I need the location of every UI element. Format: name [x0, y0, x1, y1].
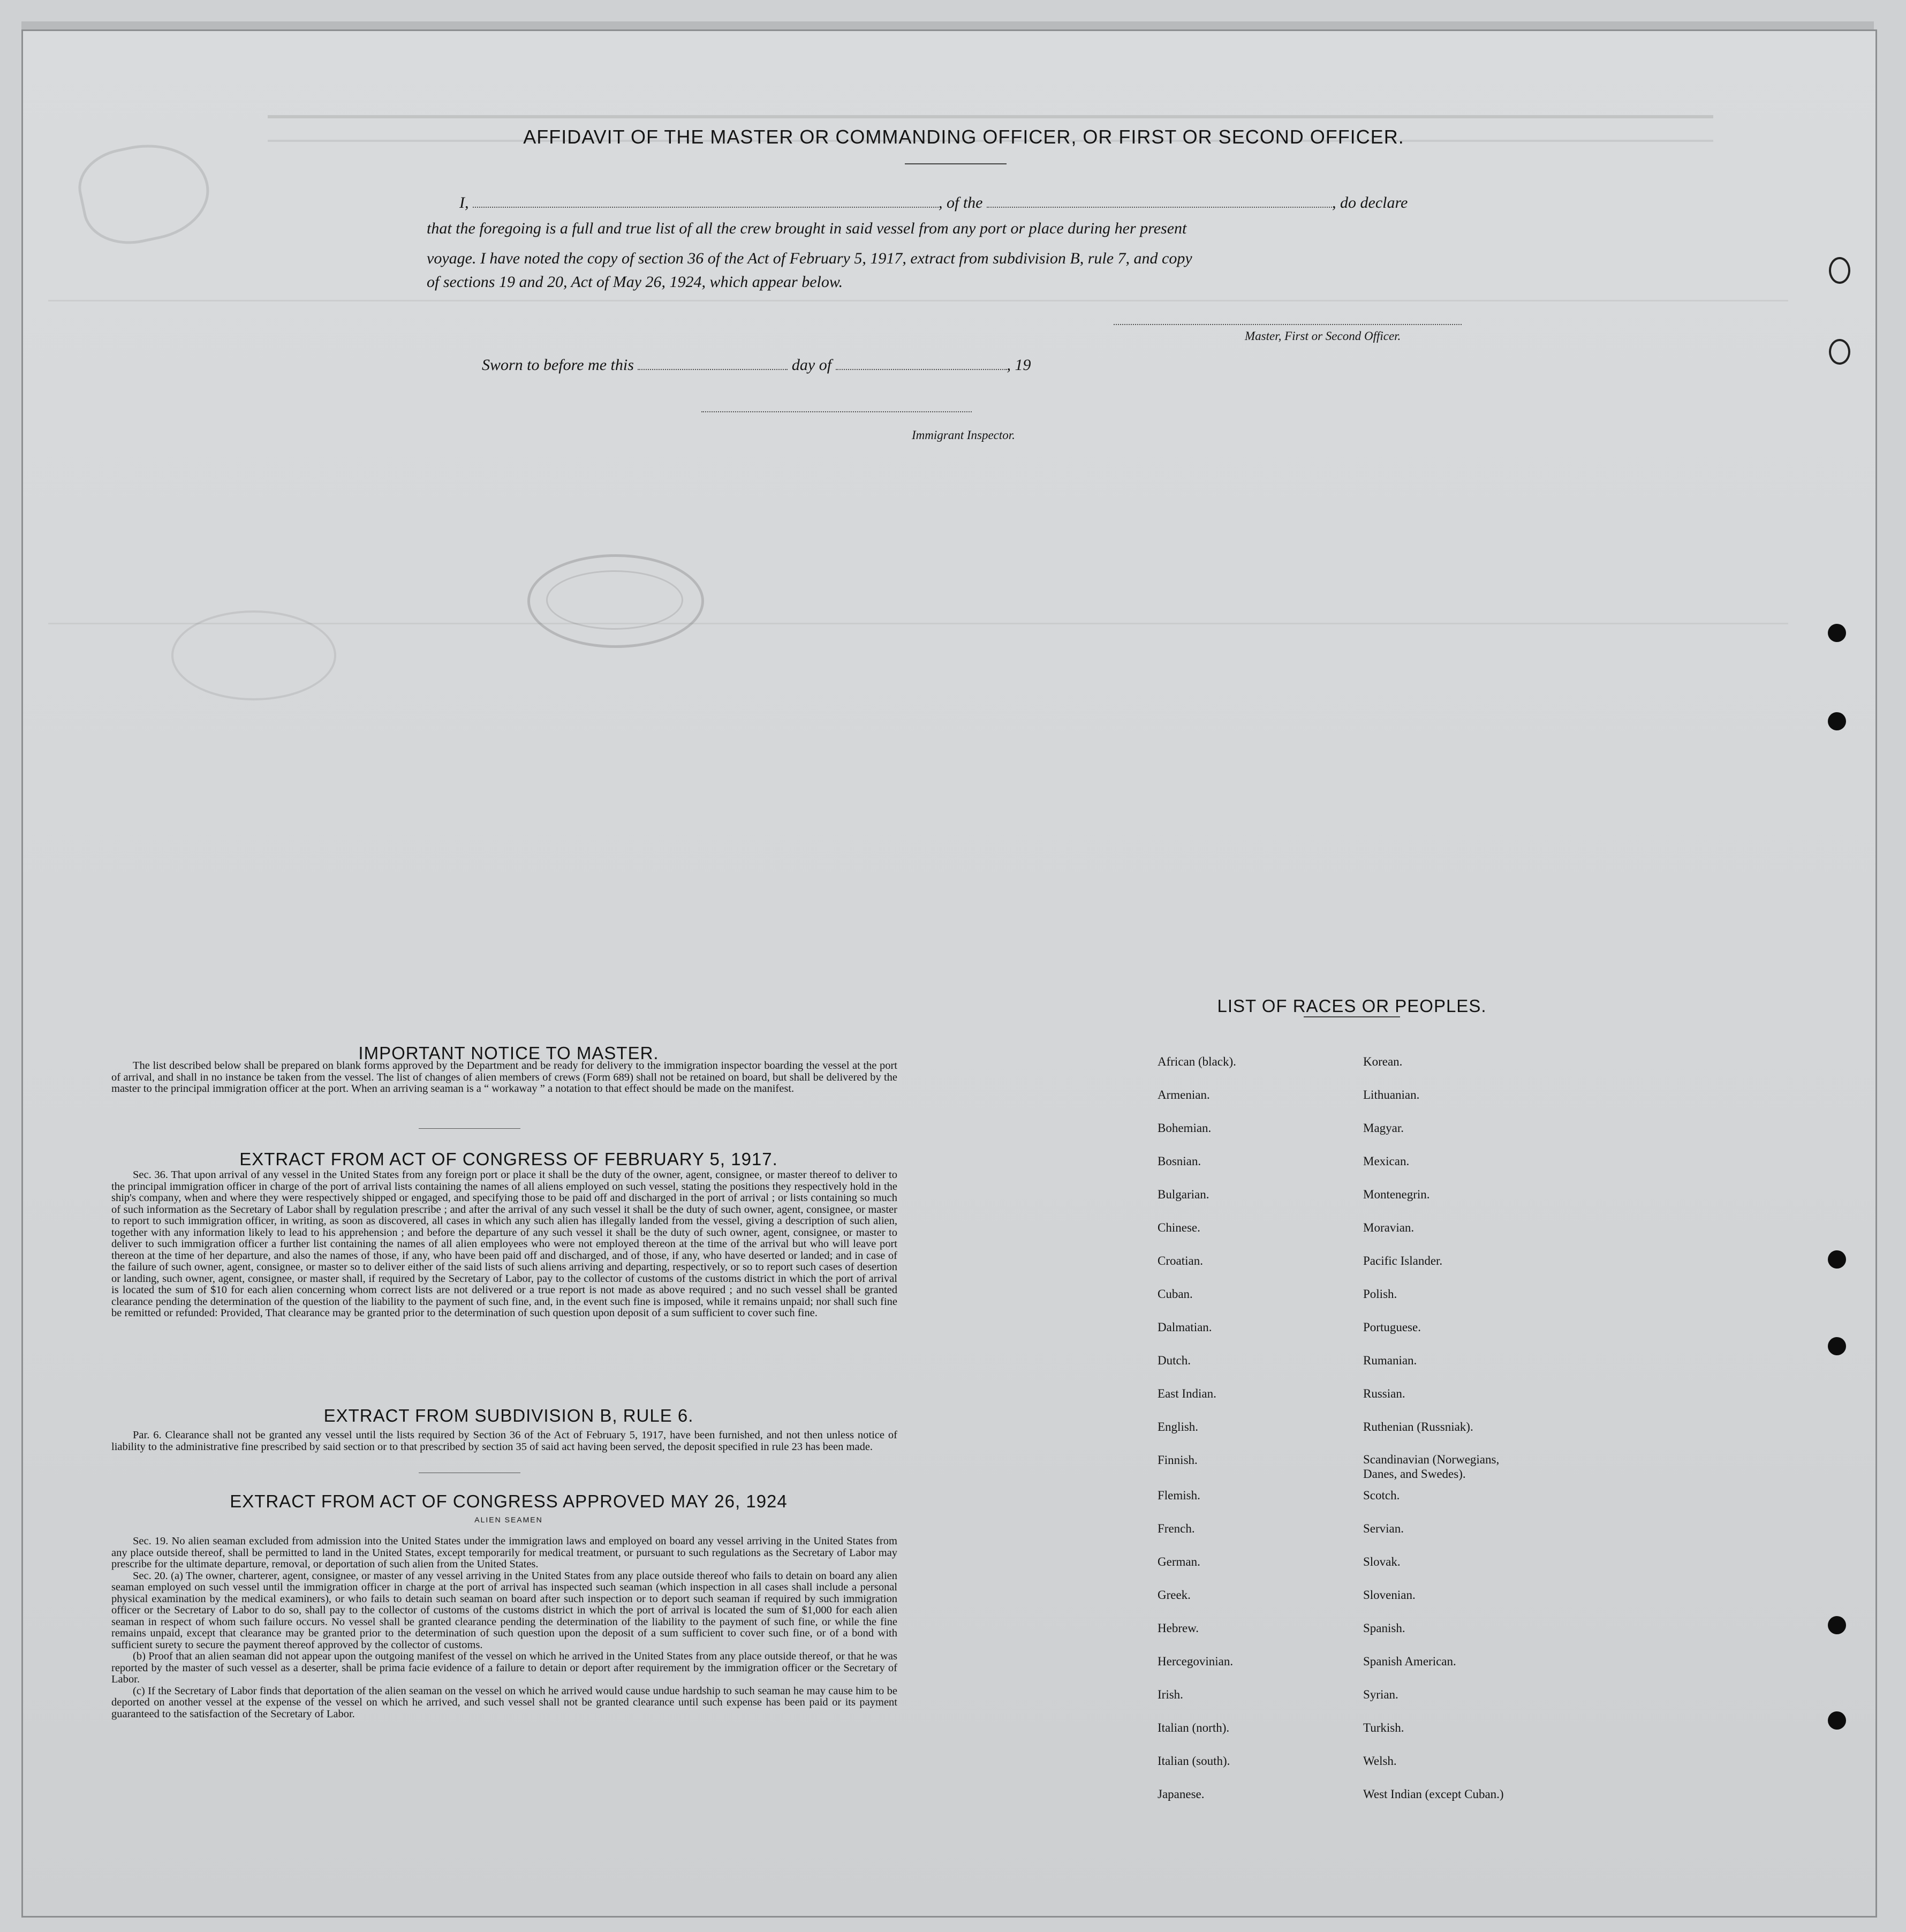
notice-title: IMPORTANT NOTICE TO MASTER.: [358, 1043, 659, 1063]
sec-20a-text: Sec. 20. (a) The owner, charterer, agent, consignee, or master of any vessel arriving in the United States from any place outside thereof who fails to detain on board any alien seaman employed on such vessel until the immigration officer in charge at the port of arrival has inspected such seaman (which inspection in all cases shall include a personal physical examination by the medical examiners), or who fails to detain such seaman on board after such inspection or to deport such seaman if required by such immigration officer or the Secretary of Labor to do so, shall pay to the collector of customs of the customs district in which the port of arrival is located the sum of $1,000 for each alien seaman in respect of whom such failure occurs. No vessel shall be granted clearance pending the determination of the liability to the payment of such fine, or while the fine remains unpaid, except that clearance may be granted prior to the determination of such question upon the deposit of a sum sufficient to cover such fine, or of a bond with sufficient surety to secure the payment thereof approved by the collector of customs.: [111, 1569, 897, 1651]
bleed-through-grid: [48, 300, 1788, 624]
race-item: Scotch.: [1363, 1489, 1400, 1502]
race-item: African (black).: [1158, 1055, 1236, 1068]
binder-hole: [1828, 624, 1846, 642]
race-item: Hercegovinian.: [1158, 1655, 1234, 1668]
vessel-blank: [987, 207, 1332, 208]
race-item: Flemish.: [1158, 1489, 1200, 1502]
race-item: East Indian.: [1158, 1387, 1216, 1400]
race-item: West Indian (except Cuban.): [1363, 1787, 1504, 1801]
race-item: Italian (south).: [1158, 1754, 1230, 1768]
race-item: Magyar.: [1363, 1121, 1404, 1135]
race-item: Japanese.: [1158, 1787, 1205, 1801]
race-item: Syrian.: [1363, 1688, 1398, 1701]
affidavit-of-the: , of the: [939, 194, 983, 212]
sworn-year: , 19: [1007, 356, 1031, 374]
races-left-column: [1158, 1054, 1350, 1820]
race-item: Korean.: [1363, 1055, 1403, 1068]
rule-6-title: EXTRACT FROM SUBDIVISION B, RULE 6.: [323, 1406, 694, 1425]
faded-stamp-inner: [546, 570, 683, 630]
race-item: Italian (north).: [1158, 1721, 1230, 1734]
race-item: Croatian.: [1158, 1254, 1203, 1267]
binder-hole: [1829, 339, 1850, 365]
race-item: Mexican.: [1363, 1154, 1410, 1168]
faded-stamp-2: [171, 610, 336, 700]
race-item: Scandinavian (Norwegians, Danes, and Swedes).: [1363, 1453, 1500, 1481]
master-label: Master, First or Second Officer.: [1245, 329, 1401, 343]
race-item: German.: [1158, 1555, 1200, 1568]
affidavit-line4: of sections 19 and 20, Act of May 26, 1924, which appear below.: [427, 273, 843, 291]
race-item: Lithuanian.: [1363, 1088, 1420, 1101]
race-item: Dutch.: [1158, 1354, 1191, 1367]
sec-20c-text: (c) If the Secretary of Labor finds that deportation of the alien seaman on the vessel on which he arrived would cause undue hardship to such seaman he may cause him to be deported on another vessel at the expense of the vessel on which he arrived, and such vessel shall not be granted clearance until such expense has been paid or its payment guaranteed to the satisfaction of the Secretary of Labor.: [111, 1685, 897, 1720]
binder-hole: [1829, 257, 1850, 284]
race-item: Greek.: [1158, 1588, 1191, 1602]
race-item: Russian.: [1363, 1387, 1405, 1400]
race-item: Hebrew.: [1158, 1621, 1199, 1635]
binder-hole: [1828, 1250, 1846, 1269]
sec-36-text: Sec. 36. That upon arrival of any vessel in the United States from any foreign port or place it shall be the duty of the owner, agent, consignee, or master thereof to deliver to the principal immigration officer in charge of the port of arrival lists containing the names of all aliens employed on such vessel, stating the positions they respectively hold in the ship's company, when and where they were respectively shipped or engaged, and specifying those to be paid off and discharged in the port of arrival ; or lists containing so much of such information as the Secretary of Labor shall by regulation prescribe ; and after the arrival of any such vessel it shall be the duty of such owner, agent, consignee, or master to report to such immigration officer, in writing, as soon as discovered, all cases in which any such alien has illegally landed from the vessel, giving a description of such alien, together with any information likely to lead to his apprehension ; and before the departure of any such vessel it shall be the duty of such owner, agent, consignee, or master to deliver to such immigration officer a further list containing the names of all alien employees who were not employed thereon at the time of the arrival but who will leave port thereon at the time of her departure, and also the names of those, if any, who have been paid off and discharged, and of those, if any, who have deserted or landed; and in case of the failure of such owner, agent, consignee, or master so to deliver either of the said lists of such aliens arriving and departing, respectively, or so to report such cases of desertion or landing, such owner, agent, consignee, or master shall, if required by the Secretary of Labor, pay to the collector of customs of the customs district in which the port of arrival is located the sum of $10 for each alien concerning whom correct lists are not delivered or a true report is not made as above required ; and no such vessel shall be granted clearance pending the determination of the question of the liability to the payment of such fine, and, in the event such fine is imposed, while it remains unpaid; nor shall such fine be remitted or refunded: Provided, That clearance may be granted prior to the determination of such question upon deposit of a sum sufficient to cover such fine.: [111, 1169, 897, 1319]
binder-hole: [1828, 1616, 1846, 1634]
race-item: Welsh.: [1363, 1754, 1397, 1768]
races-right-column: [1363, 1054, 1545, 1820]
inspector-signature-line: [701, 411, 972, 412]
affidavit-title-rule: [905, 163, 1007, 164]
race-item: Rumanian.: [1363, 1354, 1417, 1367]
race-item: Slovak.: [1363, 1555, 1401, 1568]
race-item: Bulgarian.: [1158, 1188, 1209, 1201]
race-item: French.: [1158, 1522, 1195, 1535]
race-item: Spanish.: [1363, 1621, 1405, 1635]
race-item: Montenegrin.: [1363, 1188, 1430, 1201]
name-blank: [473, 207, 939, 208]
inspector-label: Immigrant Inspector.: [912, 428, 1015, 442]
sworn-day-blank: [638, 369, 788, 370]
binder-hole: [1828, 712, 1846, 730]
race-item: Cuban.: [1158, 1287, 1193, 1301]
affidavit-i: I,: [459, 194, 469, 212]
races-title-rule: [1304, 1016, 1400, 1017]
race-item: Servian.: [1363, 1522, 1404, 1535]
race-item: Bohemian.: [1158, 1121, 1212, 1135]
race-item: Chinese.: [1158, 1221, 1200, 1234]
master-signature-line: [1114, 324, 1462, 325]
binder-hole: [1828, 1711, 1846, 1730]
affidavit-declare: , do declare: [1332, 194, 1408, 212]
race-item: English.: [1158, 1420, 1199, 1433]
race-item: Dalmatian.: [1158, 1320, 1212, 1334]
race-item: Armenian.: [1158, 1088, 1210, 1101]
race-item: Moravian.: [1363, 1221, 1415, 1234]
race-item: Ruthenian (Russniak).: [1363, 1420, 1473, 1433]
affidavit-title: AFFIDAVIT OF THE MASTER OR COMMANDING OFFICER, OR FIRST OR SECOND OFFICER.: [523, 126, 1404, 148]
sworn-line: [482, 356, 1031, 374]
affidavit-line3: voyage. I have noted the copy of section 36 of the Act of February 5, 1917, extract from subdivision B, rule 7, and copy: [427, 250, 1192, 267]
notice-body: [111, 1060, 897, 1095]
affidavit-line2: that the foregoing is a full and true list of all the crew brought in said vessel from any port or place during her present: [427, 220, 1187, 237]
extract-1924-body: [111, 1536, 897, 1720]
race-item: Portuguese.: [1363, 1320, 1421, 1334]
race-item: Irish.: [1158, 1688, 1183, 1701]
sworn-month-blank: [836, 369, 1007, 370]
extract-1917-body: [111, 1169, 897, 1319]
races-title: LIST OF RACES OR PEOPLES.: [1217, 996, 1487, 1016]
race-item: Finnish.: [1158, 1453, 1198, 1467]
race-item: Turkish.: [1363, 1721, 1404, 1734]
affidavit-line1: [459, 194, 1408, 212]
notice-rule: [419, 1128, 520, 1129]
rule-6-body: [111, 1430, 897, 1453]
race-item: Bosnian.: [1158, 1154, 1201, 1168]
sworn-text: Sworn to before me this: [482, 356, 634, 374]
extract-1917-title: EXTRACT FROM ACT OF CONGRESS OF FEBRUARY 5, 1917.: [239, 1149, 778, 1169]
race-item: Spanish American.: [1363, 1655, 1456, 1668]
race-item: Pacific Islander.: [1363, 1254, 1443, 1267]
par-6-text: Par. 6. Clearance shall not be granted any vessel until the lists required by Section 36 of the Act of February 5, 1917, have been furnished, and not then unless notice of liability to the administrative fine prescribed by said section or to that prescribed by section 35 of said act having been served, the deposit specified in rule 23 has been made.: [111, 1429, 897, 1453]
race-item: Slovenian.: [1363, 1588, 1416, 1602]
race-item: Polish.: [1363, 1287, 1397, 1301]
day-of-text: day of: [791, 356, 832, 374]
sec-19-text: Sec. 19. No alien seaman excluded from admission into the United States under the immigration laws and employed on board any vessel arriving in the United States from any place outside thereof, shall be permitted to land in the United States, except temporarily for medical treatment, or pursuant to such regulations as the Secretary of Labor may prescribe for the ultimate departure, removal, or deportation of such alien from the United States.: [111, 1535, 897, 1570]
alien-seamen-subtitle: ALIEN SEAMEN: [474, 1515, 543, 1524]
notice-text: The list described below shall be prepared on blank forms approved by the Department and be ready for delivery to the immigration inspector boarding the vessel at the port of arrival, and shall in no instance be taken from the vessel. The list of changes of alien members of crews (Form 689) shall not be retained on board, but shall be delivered by the master to the principal immigration officer at the port. When an arriving seaman is a “ workaway ” a notation to that effect should be made on the manifest.: [111, 1060, 897, 1095]
sec-20b-text: (b) Proof that an alien seaman did not appear upon the outgoing manifest of the vessel on which he arrived in the United States from any place outside thereof, or that he was reported by the master of such vessel as a deserter, shall be prima facie evidence of a failure to detain or deport after requirement by the immigration officer or the Secretary of Labor.: [111, 1650, 897, 1685]
binder-hole: [1828, 1337, 1846, 1355]
extract-1924-title: EXTRACT FROM ACT OF CONGRESS APPROVED MAY 26, 1924: [230, 1491, 788, 1511]
